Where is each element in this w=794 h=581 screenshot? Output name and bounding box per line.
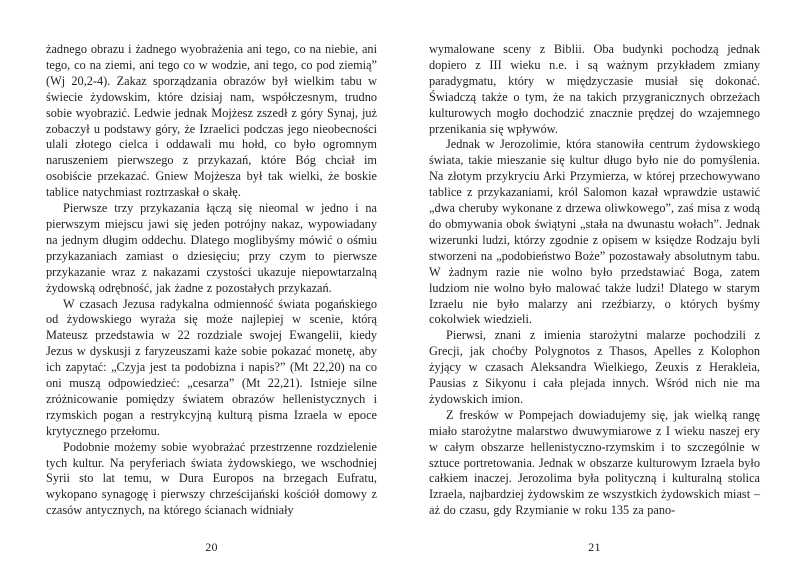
- paragraph: Z fresków w Pompejach dowiadujemy się, jak wielką rangę miało starożytne malarstwo dwuwymiarowe z I wieku naszej ery w całym obszarze hellenistyczno-rzymskim i to szczególnie w sztuce portretowania. Jednak w obszarze kulturowym Izraela było całkiem inaczej. Jerozolima była polityczną i kulturalną stolica Izraela, najbardziej żydowskim ze wszystkich żydowskich miast – aż do czasu, gdy Rzymianie w roku 135 za pano-: [429, 407, 760, 518]
- page-right-text: [429, 42, 760, 519]
- paragraph: Pierwsi, znani z imienia starożytni malarze pochodzili z Grecji, jak choćby Polygnotos z Thasos, Apelles z Kolophon żyjący w czasach Aleksandra Wielkiego, Zeuxis z Herakleia, Pausias z Sikyonu i cała plejada innych. Wśród nich nie ma żydowskich imion.: [429, 328, 760, 406]
- paragraph: W czasach Jezusa radykalna odmienność świata pogańskiego od żydowskiego wyraża się może najlepiej w scenie, którą Mateusz przedstawia w 22 rozdziale swojej Ewangelii, kiedy Jezus w dyskusji z faryzeuszami każe sobie pokazać monetę, aby ich zapytać: „Czyja jest ta podobizna i napis?” (Mt 22,20) na co oni muszą odpowiedzieć: „cesarza” (Mt 22,21). Istnieje silne zróżnicowanie pomiędzy światem obrazów hellenistycznych i rzymskich pogan a restrykcyjną kulturą pisma Izraela w epoce krytycznego przełomu.: [46, 296, 377, 438]
- paragraph: Jednak w Jerozolimie, która stanowiła centrum żydowskiego świata, takie mieszanie się kultur długo było nie do pomyślenia. Na złotym przykryciu Arki Przymierza, w której przechowywano tablice z przykazaniami, król Salomon kazał wprawdzie ustawić „dwa cheruby wykonane z drzewa oliwkowego”, zaś misa z wodą do obmywania obok świątyni „stała na dwunastu wołach”. Jednak wizerunki ludzi, którzy zgodnie z opisem w księdze Rodzaju byli stworzeni na „podobieństwo Boże” pozostawały absolutnym tabu. W żadnym razie nie wolno było przedstawiać Boga, zatem ludziom nie wolno było malować także ludzi! Dlatego w starym Izraelu nie było malarzy ani rzeźbiarzy, o których byśmy cokolwiek wiedzieli.: [429, 137, 760, 327]
- page-left-number: 20: [205, 540, 218, 554]
- paragraph: żadnego obrazu i żadnego wyobrażenia ani tego, co na niebie, ani tego, co na ziemi, ani tego co w wodzie, ani tego, co pod ziemią” (Wj 20,2-4). Zakaz sporządzania obrazów był wielkim tabu w świecie żydowskim, które dzisiaj nam, współczesnym, trudno sobie wyobrazić. Ledwie jednak Mojżesz zszedł z góry Synaj, już zobaczył u podstawy góry, że Izraelici podczas jego nieobecności ulali złotego cielca i oddawali mu hołd, co było ogromnym naruszeniem pierwszego z przykazań, które Bóg chciał im osobiście przekazać. Gniew Mojżesza był tak wielki, że boskie tablice natychmiast roztrzaskał o skałę.: [46, 42, 377, 200]
- page-left-text: [46, 42, 377, 519]
- paragraph: wymalowane sceny z Biblii. Oba budynki pochodzą jednak dopiero z III wieku n.e. i są ważnym przykładem zmiany paradygmatu, który w międzyczasie musiał się dokonać. Świadczą także o tym, że na takich przygranicznych obrzeżach kulturowych mogło dochodzić znacznie prędzej do wzajemnego przenikania się wpływów.: [429, 42, 760, 136]
- paragraph: Podobnie możemy sobie wyobrażać przestrzenne rozdzielenie tych kultur. Na peryferiach świata żydowskiego, we wschodniej Syrii sto lat temu, w Dura Europos na brzegach Eufratu, wykopano synagogę i pierwszy chrześcijański kościół domowy z czasów antycznych, na którego ścianach widniały: [46, 439, 377, 518]
- paragraph: Pierwsze trzy przykazania łączą się nieomal w jedno i na pierwszym miejscu jawi się jeden potrójny nakaz, wypowiadany na jednym długim oddechu. Dlatego moglibyśmy mówić o ośmiu przykazaniach zamiast o dziesięciu; przy czym to pierwsze przykazanie wraz z nakazami czystości ukazuje niepowtarzalną żydowską odrębność, jak żadne z pozostałych przykazań.: [46, 201, 377, 295]
- page-right-number: 21: [588, 540, 601, 554]
